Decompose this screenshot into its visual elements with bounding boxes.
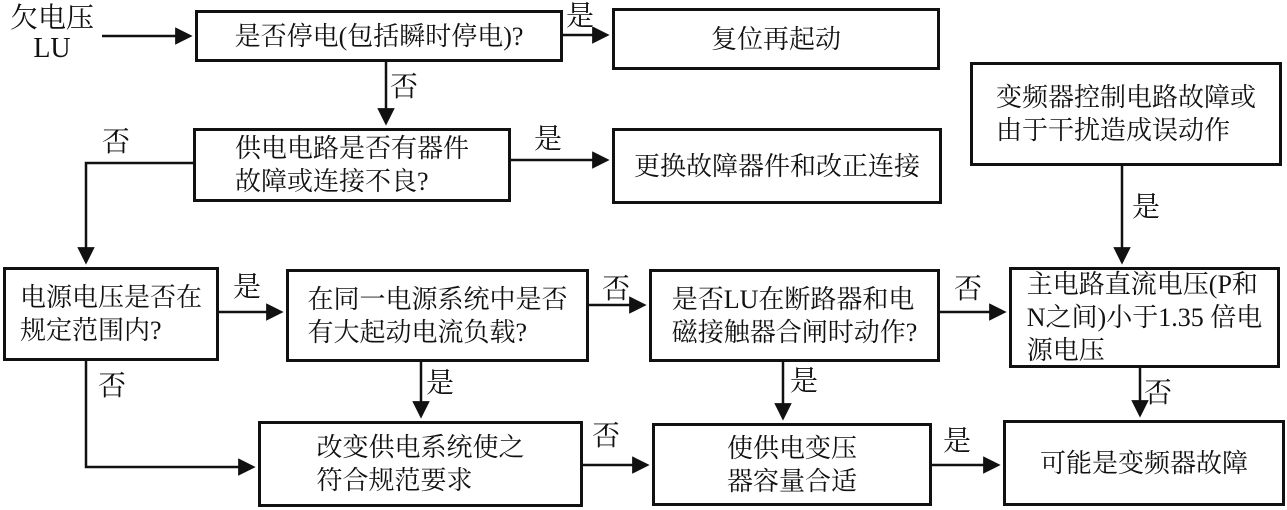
edge-label-q-voltage-in-range--modify-supply-system: 否 <box>97 371 127 402</box>
flow-node-modify-supply-system <box>258 421 583 507</box>
flow-node-text <box>307 283 567 349</box>
flow-node-text-line: 复位再起动 <box>710 24 841 54</box>
flow-node-q-lu-on-closing <box>649 269 940 362</box>
flow-node-text-line: 有大起动电流负载? <box>307 317 528 347</box>
edge-label-modify-supply-system--adjust-transformer: 否 <box>591 421 621 452</box>
flow-node-replace-components <box>612 128 942 204</box>
flow-node-text <box>316 431 524 497</box>
flow-node-q-supply-circuit-fault <box>193 128 511 202</box>
flow-node-adjust-transformer <box>652 423 932 506</box>
flow-node-text-line: 电源电压是否在 <box>19 283 202 312</box>
start-label-start <box>2 4 102 64</box>
flow-node-text <box>727 432 857 498</box>
edge-label-q-lu-on-closing--dc-voltage-low: 否 <box>953 274 983 305</box>
flow-node-text-line: N之间)小于1.35 倍电 <box>1026 303 1263 332</box>
flow-node-text <box>1027 268 1262 367</box>
edge-label-q-large-start-load--q-lu-on-closing: 否 <box>601 274 631 305</box>
flow-edge-q-supply-circuit-fault--q-voltage-in-range <box>86 163 193 262</box>
flow-node-q-voltage-in-range <box>3 267 219 361</box>
edge-label-q-lu-on-closing--adjust-transformer: 是 <box>789 366 819 397</box>
flow-node-text-line: 磁接触器合闸时动作? <box>671 317 918 347</box>
flow-node-text-line: 改变供电系统使之 <box>316 433 525 462</box>
edge-label-q-power-off--reset-restart: 是 <box>565 1 595 32</box>
flow-node-text-line: 变频器控制电路故障或 <box>995 83 1256 112</box>
flow-node-text-line: 供电电路是否有器件 <box>234 134 469 163</box>
flow-node-text <box>634 150 920 183</box>
flow-node-text-line: 在同一电源系统中是否 <box>307 284 568 314</box>
flow-node-reset-restart <box>612 8 940 70</box>
flow-node-text-line: 由于干扰造成误动作 <box>995 116 1230 145</box>
flow-node-text <box>235 20 524 53</box>
edge-label-q-supply-circuit-fault--q-voltage-in-range: 否 <box>101 127 131 158</box>
edge-label-q-large-start-load--modify-supply-system: 是 <box>425 368 455 399</box>
edge-label-dc-voltage-low--inverter-fault: 否 <box>1143 378 1173 409</box>
flow-node-text-line: 是否停电(包括瞬时停电)? <box>234 21 524 51</box>
start-label-line: 欠电压 <box>9 3 94 34</box>
flow-node-inverter-control-fault <box>970 62 1282 166</box>
flow-node-text-line: 是否LU在断路器和电 <box>671 284 915 314</box>
flow-node-text <box>1040 447 1248 480</box>
flow-node-text-line: 更换故障器件和改正连接 <box>633 151 920 181</box>
edge-label-q-power-off--q-supply-circuit-fault: 否 <box>389 72 419 103</box>
flow-node-text-line: 故障或连接不良? <box>234 167 429 196</box>
flow-node-text <box>20 281 202 347</box>
flow-node-text-line: 规定范围内? <box>19 316 162 345</box>
flow-node-text-line: 可能是变频器故障 <box>1039 448 1248 478</box>
flow-node-text-line: 器容量合适 <box>726 466 857 496</box>
flow-node-q-power-off <box>195 10 563 62</box>
edge-label-q-voltage-in-range--q-large-start-load: 是 <box>232 272 262 303</box>
start-label-line: LU <box>33 33 71 64</box>
edge-label-q-supply-circuit-fault--replace-components: 是 <box>533 124 563 155</box>
flow-node-text-line: 符合规范要求 <box>316 466 473 495</box>
edge-label-adjust-transformer--inverter-fault: 是 <box>942 426 972 457</box>
flow-node-inverter-fault <box>1003 420 1285 506</box>
flow-node-text-line: 主电路直流电压(P和 <box>1026 270 1258 299</box>
flow-node-text <box>711 23 841 56</box>
flow-node-text <box>672 283 918 349</box>
edge-label-inverter-control-fault--dc-voltage-low: 是 <box>1131 192 1161 223</box>
flow-node-text <box>235 132 469 198</box>
flow-node-text-line: 源电压 <box>1026 336 1105 365</box>
flow-node-text-line: 使供电变压 <box>726 433 857 463</box>
flow-node-text <box>996 81 1256 147</box>
flow-node-dc-voltage-low <box>1009 267 1280 368</box>
flow-node-q-large-start-load <box>286 269 589 362</box>
